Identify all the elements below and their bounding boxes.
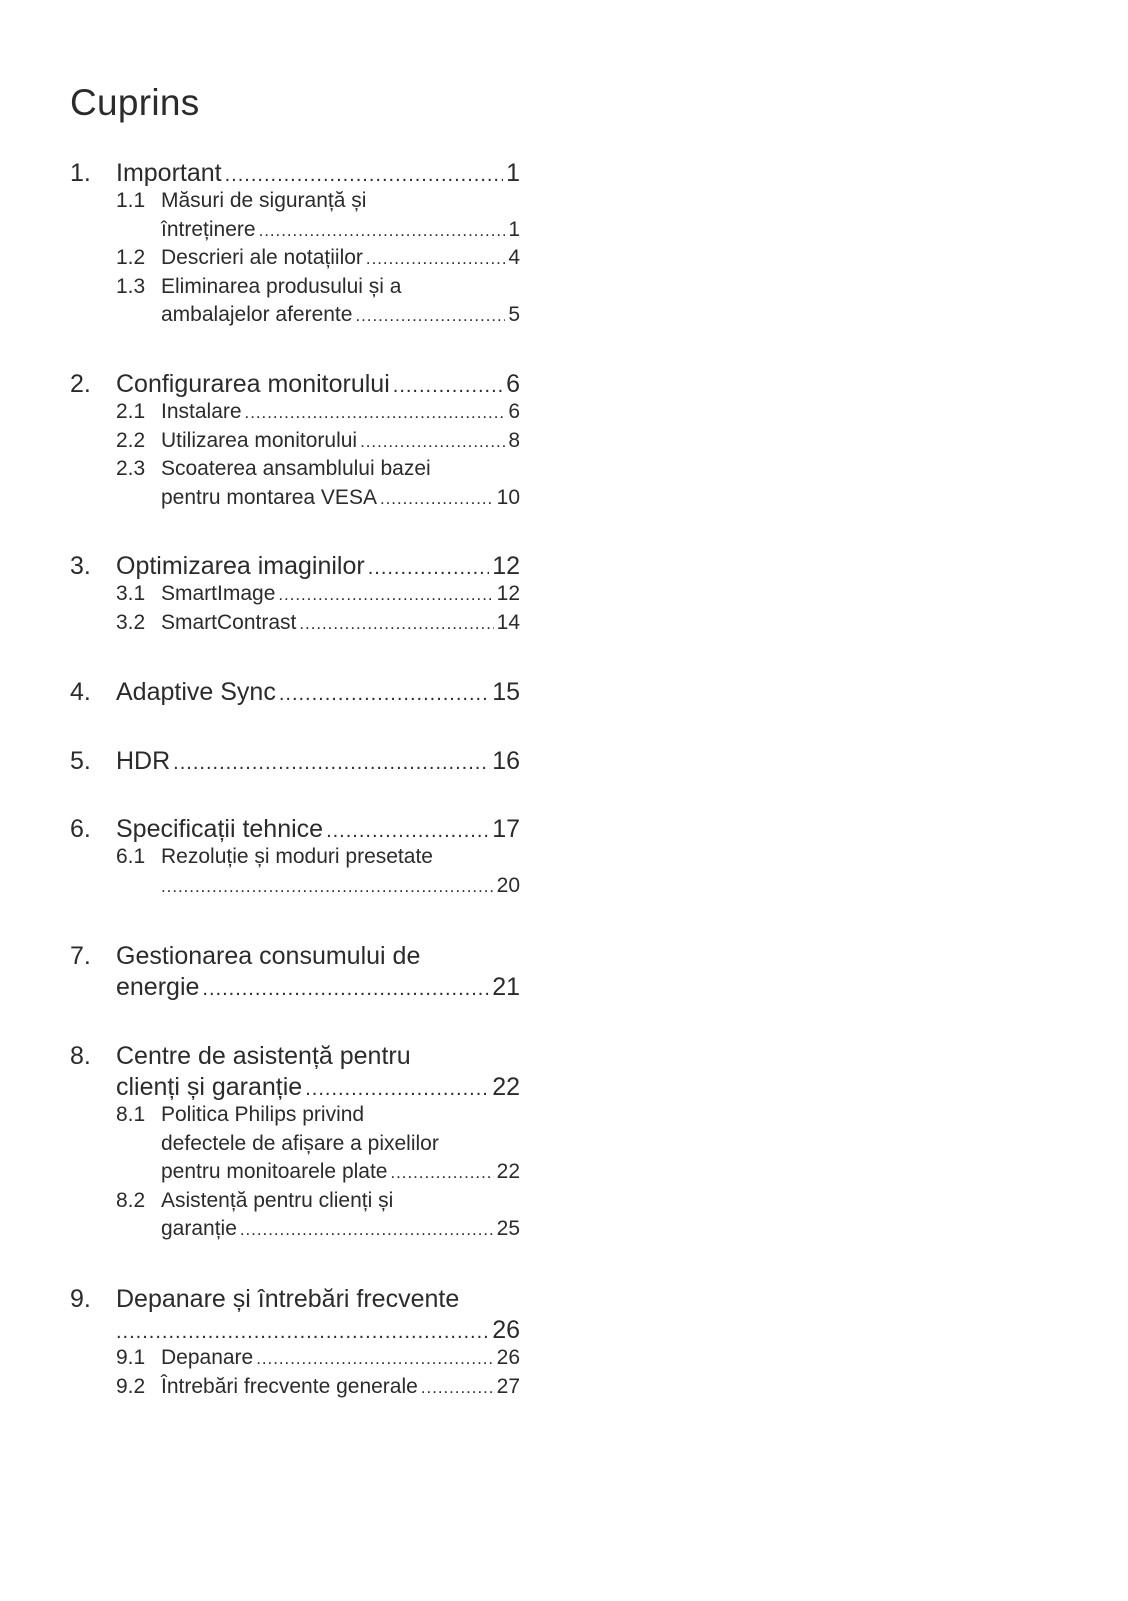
dot-leader <box>259 217 506 246</box>
toc-page-number: 6 <box>506 370 520 398</box>
toc-title-line: Depanare și întrebări frecvente <box>116 1285 460 1313</box>
toc-title-line: Gestionarea consumului de <box>116 942 421 970</box>
toc-number: 2. <box>70 370 91 398</box>
toc-page-number: 17 <box>492 815 520 843</box>
toc-title-line: Centre de asistență pentru <box>116 1042 411 1070</box>
toc-page-number: 22 <box>492 1073 520 1101</box>
toc-title-line: Optimizarea imaginilor <box>116 552 365 580</box>
toc-title-line: Specificații tehnice <box>116 815 324 843</box>
toc-page-number: 26 <box>496 1346 520 1369</box>
toc-title-line: SmartImage <box>161 582 276 605</box>
dot-leader <box>279 679 489 710</box>
toc-number: 3.1 <box>116 582 146 605</box>
toc-title-line: Descrieri ale notațiilor <box>161 246 363 269</box>
toc-number: 6.1 <box>116 845 146 868</box>
toc-page-number: 15 <box>492 678 520 706</box>
toc-title-line: Instalare <box>161 400 242 423</box>
dot-leader <box>366 245 505 274</box>
dot-leader <box>421 1374 494 1403</box>
toc-title-line: energie <box>116 973 200 1001</box>
toc-page-number: 8 <box>508 428 520 452</box>
dot-leader <box>380 485 494 514</box>
toc-page-number: 1 <box>508 217 520 241</box>
toc-number: 3. <box>70 552 91 580</box>
dot-leader <box>256 1345 493 1374</box>
toc-number: 9. <box>70 1285 91 1313</box>
dot-leader <box>173 748 489 779</box>
toc-page-number: 16 <box>492 747 520 775</box>
toc-title-line: Asistență pentru clienți și <box>161 1188 394 1212</box>
dot-leader <box>161 873 494 902</box>
toc-page-number: 4 <box>508 246 520 269</box>
toc-title-line: pentru monitoarele plate <box>161 1160 388 1183</box>
toc-page-number: 12 <box>492 552 520 580</box>
toc-title-line: Configurarea monitorului <box>116 370 390 398</box>
toc-title-line: garanție <box>161 1217 237 1240</box>
toc-title-line: Important <box>116 159 222 187</box>
toc-page-number: 22 <box>496 1160 520 1183</box>
toc-number: 1.3 <box>116 274 146 298</box>
toc-page-number: 26 <box>492 1316 520 1344</box>
toc-title-line: HDR <box>116 747 171 775</box>
page-title: Cuprins <box>70 82 200 123</box>
dot-leader <box>240 1216 494 1245</box>
toc-title-line: Scoaterea ansamblului bazei <box>161 457 431 480</box>
toc-title-line: Utilizarea monitorului <box>161 428 358 452</box>
toc-number: 3.2 <box>116 610 146 634</box>
toc-number: 2.2 <box>116 428 146 452</box>
toc-page-number: 21 <box>492 973 520 1001</box>
dot-leader <box>245 399 506 428</box>
toc-number: 8.1 <box>116 1103 146 1126</box>
toc-page-number: 12 <box>496 582 520 605</box>
toc-page-number: 20 <box>496 873 520 897</box>
toc-title-line: Politica Philips privind <box>161 1103 365 1126</box>
toc-title-line: SmartContrast <box>161 610 297 634</box>
dot-leader <box>278 581 493 610</box>
toc-number: 2.1 <box>116 400 146 423</box>
toc-number: 9.2 <box>116 1374 146 1398</box>
toc-number: 9.1 <box>116 1346 146 1369</box>
toc-number: 1.2 <box>116 246 146 269</box>
toc-number: 4. <box>70 678 91 706</box>
toc-page-number: 1 <box>506 159 520 187</box>
toc-title-line: pentru montarea VESA <box>161 485 377 509</box>
toc-number: 7. <box>70 942 91 970</box>
toc-number: 1. <box>70 159 91 187</box>
toc-number: 6. <box>70 815 91 843</box>
toc-page-number: 25 <box>496 1217 520 1240</box>
toc-title-line: ambalajelor aferente <box>161 303 353 326</box>
toc-title-line: Depanare <box>161 1346 254 1369</box>
dot-leader <box>355 302 505 331</box>
toc-title-line: Eliminarea produsului și a <box>161 274 402 298</box>
toc-number: 5. <box>70 747 91 775</box>
toc-number: 1.1 <box>116 189 146 212</box>
toc-page-number: 5 <box>508 303 520 326</box>
toc-title-line: clienți și garanție <box>116 1073 303 1101</box>
toc-title-line: Măsuri de siguranță și <box>161 189 367 212</box>
toc-number: 8.2 <box>116 1188 146 1212</box>
dot-leader <box>202 974 489 1005</box>
toc-title-line: Adaptive Sync <box>116 678 276 706</box>
toc-title-line: Întrebări frecvente generale <box>161 1374 418 1398</box>
toc-title-line: Rezoluție și moduri presetate <box>161 845 433 868</box>
toc-page-number: 6 <box>508 400 520 423</box>
toc-page-number: 10 <box>496 485 520 509</box>
dot-leader <box>360 428 505 457</box>
toc-page-number: 27 <box>496 1374 520 1398</box>
toc-title-line: defectele de afișare a pixelilor <box>161 1131 439 1155</box>
dot-leader <box>299 610 493 639</box>
toc-number: 8. <box>70 1042 91 1070</box>
toc-title-line: întreținere <box>161 217 256 241</box>
toc-number: 2.3 <box>116 457 146 480</box>
toc-page-number: 14 <box>496 610 520 634</box>
dot-leader <box>390 1159 493 1188</box>
